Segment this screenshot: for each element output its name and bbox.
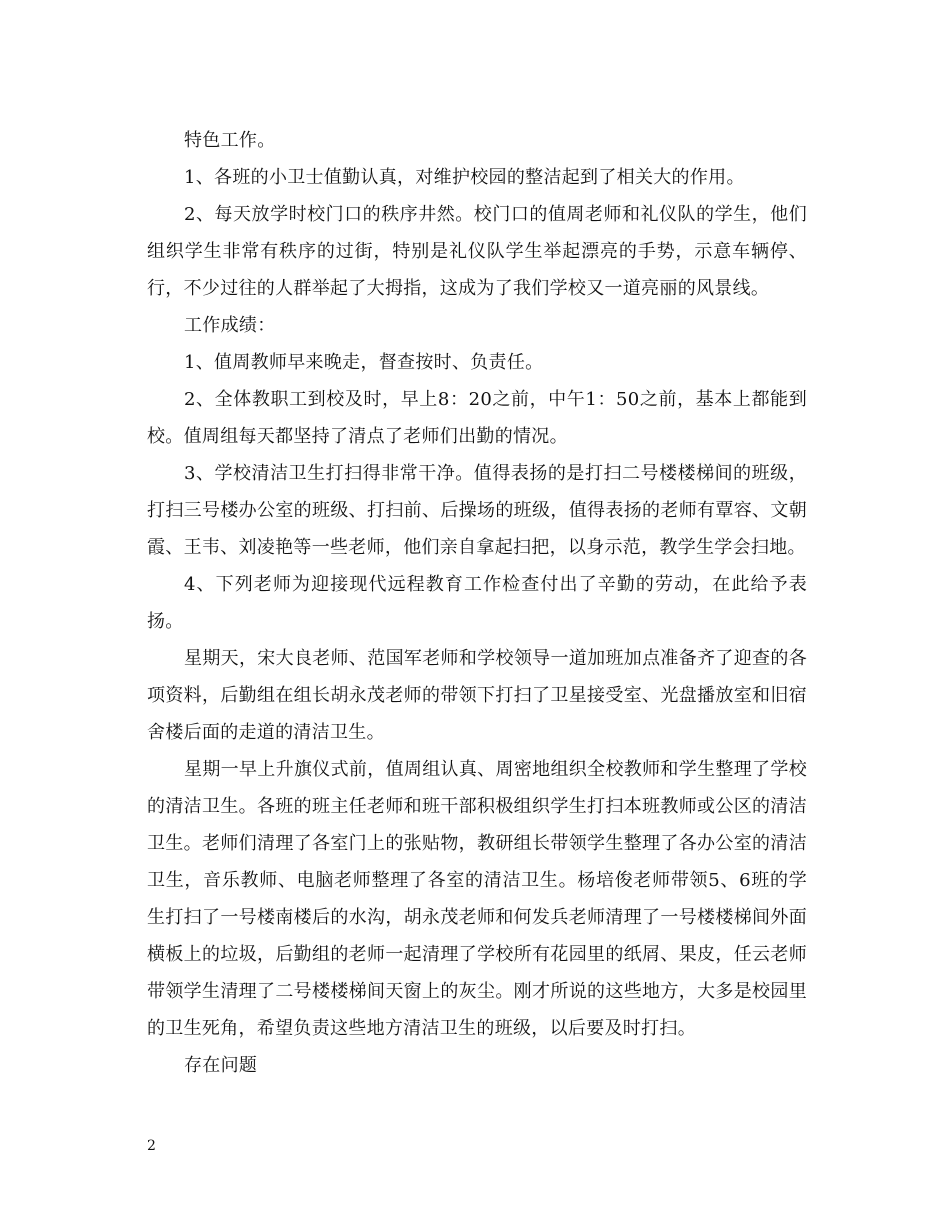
paragraph-3: 2、每天放学时校门口的秩序井然。校门口的值周老师和礼仪队的学生，他们组织学生非常有秩序的过街，特别是礼仪队学生举起漂亮的手势，示意车辆停、行，不少过往的人群举起了大拇指，这成为了我们学校又一道亮丽的风景线。	[147, 204, 807, 299]
paragraph-8: 4、下列老师为迎接现代远程教育工作检查付出了辛勤的劳动，在此给予表扬。	[147, 574, 807, 632]
page-number: 2	[147, 1138, 156, 1154]
paragraph-7: 3、学校清洁卫生打扫得非常干净。值得表扬的是打扫二号楼楼梯间的班级，打扫三号楼办公室的班级、打扫前、后操场的班级，值得表扬的老师有覃容、文朝霞、王韦、刘凌艳等一些老师，他们亲自拿起扫把，以身示范，教学生学会扫地。	[147, 463, 807, 558]
paragraph-11: 存在问题	[184, 1055, 258, 1076]
paragraph-5: 1、值周教师早来晚走，督查按时、负责任。	[184, 352, 544, 373]
paragraph-1: 特色工作。	[184, 130, 276, 151]
paragraph-6: 2、全体教职工到校及时，早上8：20之前，中午1：50之前，基本上都能到校。值周组每天都坚持了清点了老师们出勤的情况。	[147, 389, 807, 447]
paragraph-10: 星期一早上升旗仪式前，值周组认真、周密地组织全校教师和学生整理了学校的清洁卫生。各班的班主任老师和班干部积极组织学生打扫本班教师或公区的清洁卫生。老师们清理了各室门上的张贴物，教研组长带领学生整理了各办公室的清洁卫生，音乐教师、电脑老师整理了各室的清洁卫生。杨培俊老师带领5、6班的学生打扫了一号楼南楼后的水沟，胡永茂老师和何发兵老师清理了一号楼楼梯间外面横板上的垃圾，后勤组的老师一起清理了学校所有花园里的纸屑、果皮，任云老师带领学生清理了二号楼楼梯间天窗上的灰尘。刚才所说的这些地方，大多是校园里的卫生死角，希望负责这些地方清洁卫生的班级，以后要及时打扫。	[147, 759, 807, 1039]
paragraph-2: 1、各班的小卫士值勤认真，对维护校园的整洁起到了相关大的作用。	[184, 167, 745, 188]
paragraph-9: 星期天，宋大良老师、范国军老师和学校领导一道加班加点准备齐了迎查的各项资料，后勤组在组长胡永茂老师的带领下打扫了卫星接受室、光盘播放室和旧宿舍楼后面的走道的清洁卫生。	[147, 648, 807, 743]
document-body	[147, 122, 807, 1084]
paragraph-4: 工作成绩：	[184, 315, 276, 336]
